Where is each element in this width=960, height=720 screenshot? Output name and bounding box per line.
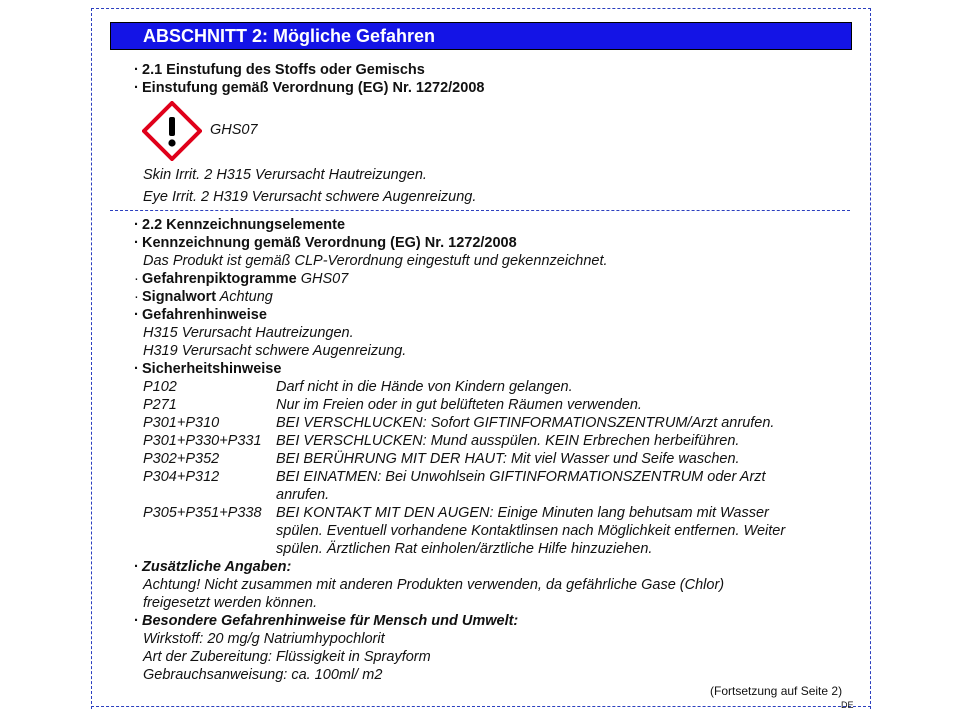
classification-eye: Eye Irrit. 2 H319 Verursacht schwere Augenreizung. [143,189,477,205]
precaution-text-cont: anrufen. [276,487,330,503]
sec21-heading: · 2.1 Einstufung des Stoffs oder Gemischs [134,62,425,78]
sec22-subheading: · Kennzeichnung gemäß Verordnung (EG) Nr. 1272/2008 [134,235,517,251]
precaution-text: Darf nicht in die Hände von Kindern gelangen. [276,379,573,395]
precaution-text: BEI VERSCHLUCKEN: Mund ausspülen. KEIN Erbrechen herbeiführen. [276,433,740,449]
page-frame-bottom [91,706,871,707]
precaution-code: P102 [143,379,177,395]
clp-note: Das Produkt ist gemäß CLP-Verordnung eingestuft und gekennzeichnet. [143,253,608,269]
precaution-code: P301+P330+P331 [143,433,262,449]
hazard-statement: H315 Verursacht Hautreizungen. [143,325,354,341]
precaution-text-cont: spülen. Eventuell vorhandene Kontaktlinsen nach Möglichkeit entfernen. Weiter [276,523,786,539]
special-hazards-line: Gebrauchsanweisung: ca. 100ml/ m2 [143,667,383,683]
additional-info-heading: · Zusätzliche Angaben: [134,559,292,575]
hazard-statement: H319 Verursacht schwere Augenreizung. [143,343,407,359]
section-title: ABSCHNITT 2: Mögliche Gefahren [143,26,436,46]
precaution-text: BEI EINATMEN: Bei Unwohlsein GIFTINFORMATIONSZENTRUM oder Arzt [276,469,766,485]
pictogram-label: GHS07 [210,122,258,138]
precaution-code: P301+P310 [143,415,220,431]
precaution-code: P305+P351+P338 [143,505,262,521]
special-hazards-heading: · Besondere Gefahrenhinweise für Mensch und Umwelt: [134,613,519,629]
section-divider [110,210,850,211]
precautions-heading: · Sicherheitshinweise [134,361,282,377]
precaution-code: P302+P352 [143,451,220,467]
precaution-text: Nur im Freien oder in gut belüfteten Räumen verwenden. [276,397,642,413]
continuation-note: (Fortsetzung auf Seite 2) [710,684,843,698]
additional-info-line: Achtung! Nicht zusammen mit anderen Produkten verwenden, da gefährliche Gase (Chlor) [143,577,725,593]
precaution-text: BEI VERSCHLUCKEN: Sofort GIFTINFORMATIONSZENTRUM/Arzt anrufen. [276,415,775,431]
classification-skin: Skin Irrit. 2 H315 Verursacht Hautreizungen. [143,167,427,183]
sec21-subheading: · Einstufung gemäß Verordnung (EG) Nr. 1272/2008 [134,80,485,96]
additional-info-line: freigesetzt werden können. [143,595,318,611]
signal-word-row: · Signalwort Achtung [134,289,273,305]
language-code: DE [841,700,854,710]
sec22-heading: · 2.2 Kennzeichnungselemente [134,217,346,233]
precaution-code: P304+P312 [143,469,220,485]
precaution-text-cont: spülen. Ärztlichen Rat einholen/ärztliche Hilfe hinzuziehen. [276,541,653,557]
section-header [110,22,852,50]
hazard-statements-heading: · Gefahrenhinweise [134,307,267,323]
ghs07-exclamation-icon [142,101,202,161]
precaution-code: P271 [143,397,177,413]
special-hazards-line: Wirkstoff: 20 mg/g Natriumhypochlorit [143,631,385,647]
special-hazards-line: Art der Zubereitung: Flüssigkeit in Sprayform [143,649,431,665]
precaution-text: BEI KONTAKT MIT DEN AUGEN: Einige Minuten lang behutsam mit Wasser [276,505,769,521]
precaution-text: BEI BERÜHRUNG MIT DER HAUT: Mit viel Wasser und Seife waschen. [276,451,740,467]
pictograms-row: · Gefahrenpiktogramme GHS07 [134,271,349,287]
